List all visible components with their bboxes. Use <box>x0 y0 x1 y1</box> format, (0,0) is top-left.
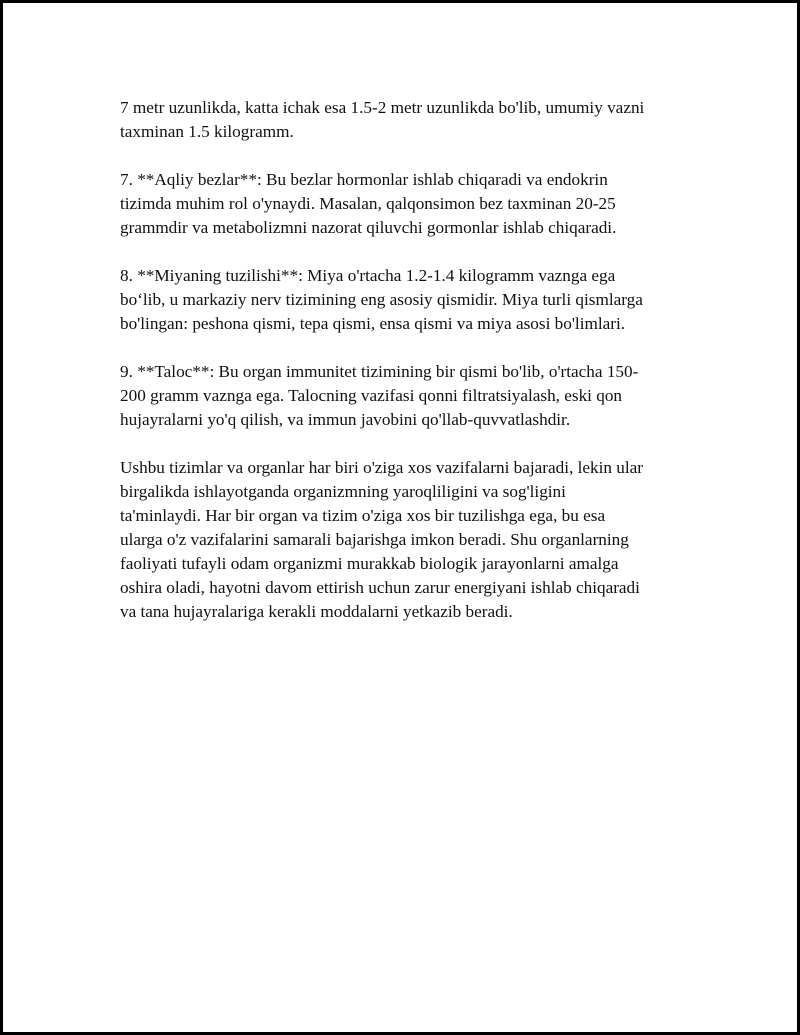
text-line: va tana hujayralariga kerakli moddalarni yetkazib beradi. <box>120 602 513 621</box>
text-line: grammdir va metabolizmni nazorat qiluvchi gormonlar ishlab chiqaradi. <box>120 218 617 237</box>
text-line: Ushbu tizimlar va organlar har biri o'ziga xos vazifalarni bajaradi, lekin ular <box>120 458 643 477</box>
paragraph-intestine-continuation <box>120 96 688 144</box>
text-line: ularga o'z vazifalarini samarali bajarishga imkon beradi. Shu organlarning <box>120 530 629 549</box>
text-line: 200 gramm vaznga ega. Talocning vazifasi qonni filtratsiyalash, eski qon <box>120 386 623 405</box>
paragraph-item-7 <box>120 168 688 240</box>
document-body <box>120 96 688 648</box>
text-line: oshira oladi, hayotni davom ettirish uchun zarur energiyani ishlab chiqaradi <box>120 578 640 597</box>
text-line: tizimda muhim rol o'ynaydi. Masalan, qalqonsimon bez taxminan 20-25 <box>120 194 616 213</box>
text-line: faoliyati tufayli odam organizmi murakkab biologik jarayonlarni amalga <box>120 554 619 573</box>
paragraph-item-9 <box>120 360 688 432</box>
text-line: 7. **Aqliy bezlar**: Bu bezlar hormonlar ishlab chiqaradi va endokrin <box>120 170 608 189</box>
text-line: 9. **Taloc**: Bu organ immunitet tizimining bir qismi bo'lib, o'rtacha 150- <box>120 362 639 381</box>
paragraph-item-8 <box>120 264 688 336</box>
text-line: 7 metr uzunlikda, katta ichak esa 1.5-2 metr uzunlikda bo'lib, umumiy vazni <box>120 98 645 117</box>
paragraph-conclusion <box>120 456 688 624</box>
text-line: birgalikda ishlayotganda organizmning yaroqliligini va sog'ligini <box>120 482 566 501</box>
text-line: bo‘lib, u markaziy nerv tizimining eng asosiy qismidir. Miya turli qismlarga <box>120 290 643 309</box>
text-line: bo'lingan: peshona qismi, tepa qismi, ensa qismi va miya asosi bo'limlari. <box>120 314 626 333</box>
text-line: 8. **Miyaning tuzilishi**: Miya o'rtacha 1.2-1.4 kilogramm vaznga ega <box>120 266 616 285</box>
text-line: taxminan 1.5 kilogramm. <box>120 122 294 141</box>
text-line: ta'minlaydi. Har bir organ va tizim o'ziga xos bir tuzilishga ega, bu esa <box>120 506 606 525</box>
text-line: hujayralarni yo'q qilish, va immun javobini qo'llab-quvvatlashdir. <box>120 410 571 429</box>
